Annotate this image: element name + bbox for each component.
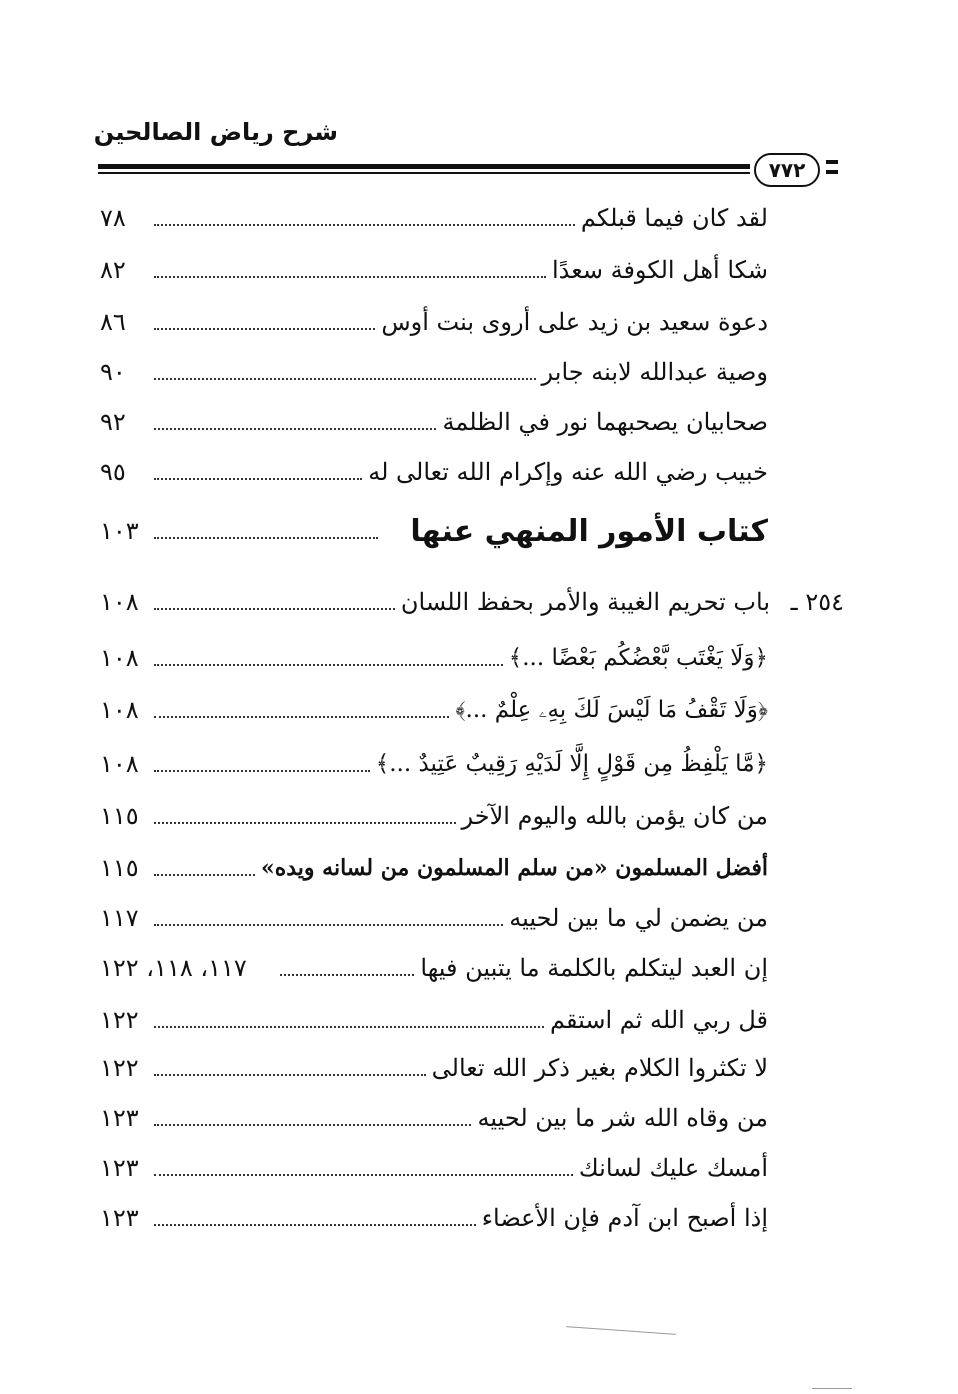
toc-entry-title: أفضل المسلمون «من سلم المسلمون من لسانه ويده» bbox=[260, 855, 768, 881]
toc-entry-title: لا تكثروا الكلام بغير ذكر الله تعالى bbox=[431, 1054, 768, 1082]
dot-leader bbox=[154, 608, 395, 610]
toc-entry-page: ١٢٣ bbox=[100, 1204, 139, 1232]
dot-leader bbox=[154, 378, 536, 380]
dot-leader bbox=[154, 924, 503, 926]
toc-entry bbox=[100, 742, 768, 786]
dot-leader bbox=[154, 1224, 476, 1226]
dot-leader bbox=[154, 537, 378, 539]
scan-artifact-line bbox=[812, 1388, 852, 1389]
toc-entry-page: ١٢٢ bbox=[100, 1054, 139, 1082]
header-rule-thin bbox=[98, 172, 750, 174]
toc-entry-page: ١٢٣ bbox=[100, 1154, 139, 1182]
dot-leader bbox=[154, 822, 456, 824]
dot-leader bbox=[154, 276, 546, 278]
toc-entry-title: وصية عبدالله لابنه جابر bbox=[541, 358, 768, 386]
toc-entry bbox=[100, 248, 768, 292]
toc-entry bbox=[100, 794, 768, 838]
running-head-title: شرح رياض الصالحين bbox=[93, 118, 338, 146]
toc-entry bbox=[100, 896, 768, 940]
toc-entry-title: إذا أصبح ابن آدم فإن الأعضاء bbox=[481, 1204, 768, 1232]
header-rule-thick bbox=[98, 164, 750, 169]
toc-entry-page: ١٠٨ bbox=[100, 750, 139, 778]
toc-entry bbox=[100, 1046, 768, 1090]
toc-entry bbox=[100, 450, 768, 494]
toc-entry-title: صحابيان يصحبهما نور في الظلمة bbox=[442, 408, 768, 436]
toc-entry-title: من يضمن لي ما بين لحييه bbox=[509, 904, 768, 932]
toc-entry-page: ١١٧، ١١٨، ١٢٢ bbox=[100, 954, 247, 982]
toc-entry-page: ١٠٨ bbox=[100, 644, 139, 672]
section-heading-title: كتاب الأمور المنهي عنها bbox=[410, 513, 768, 549]
toc-entry-title: قل ربي الله ثم استقم bbox=[549, 1006, 768, 1034]
toc-entry-page: ١٢٣ bbox=[100, 1104, 139, 1132]
dot-leader bbox=[154, 716, 449, 718]
toc-entry bbox=[100, 636, 768, 680]
toc-entry-page: ٨٦ bbox=[100, 308, 126, 336]
toc-entry-page: ٨٢ bbox=[100, 256, 126, 284]
scan-artifact-line bbox=[566, 1326, 676, 1335]
toc-entry-page: ١٠٣ bbox=[100, 517, 139, 545]
dot-leader bbox=[154, 874, 255, 876]
toc-entry-title: لقد كان فيما قبلكم bbox=[580, 204, 768, 232]
toc-entry-page: ١٢٢ bbox=[100, 1006, 139, 1034]
toc-entry-title: من كان يؤمن بالله واليوم الآخر bbox=[461, 802, 768, 830]
toc-entry bbox=[100, 1096, 768, 1140]
toc-entry-title: خبيب رضي الله عنه وإكرام الله تعالى له bbox=[368, 458, 768, 486]
toc-entry-page: ٩٠ bbox=[100, 358, 126, 386]
dot-leader bbox=[154, 664, 503, 666]
toc-entry bbox=[100, 946, 768, 990]
dot-leader bbox=[154, 224, 575, 226]
toc-entry-title: من وقاه الله شر ما بين لحييه bbox=[477, 1104, 768, 1132]
dot-leader bbox=[154, 428, 436, 430]
dot-leader bbox=[154, 770, 370, 772]
chapter-number: ٢٥٤ ـ bbox=[790, 588, 844, 616]
toc-entry bbox=[100, 400, 768, 444]
toc-entry bbox=[100, 846, 768, 890]
dot-leader bbox=[154, 478, 362, 480]
toc-entry-title: ﴿وَلَا يَغْتَب بَّعْضُكُم بَعْضًا ...﴾ bbox=[508, 645, 768, 671]
dot-leader bbox=[280, 974, 414, 976]
toc-entry bbox=[100, 350, 768, 394]
header-ornament-mark bbox=[826, 160, 838, 164]
toc-entry-page: ١١٧ bbox=[100, 904, 139, 932]
toc-entry-page: ١١٥ bbox=[100, 854, 139, 882]
page-number-badge: ٧٧٢ bbox=[754, 153, 820, 187]
toc-entry-page: ١٠٨ bbox=[100, 588, 139, 616]
dot-leader bbox=[154, 1026, 544, 1028]
toc-entry bbox=[100, 196, 768, 240]
toc-entry bbox=[100, 998, 768, 1042]
toc-section-heading bbox=[100, 506, 768, 556]
toc-entry-page: ٩٥ bbox=[100, 458, 126, 486]
toc-entry bbox=[100, 1196, 768, 1240]
toc-entry-page: ١١٥ bbox=[100, 802, 139, 830]
dot-leader bbox=[154, 328, 375, 330]
toc-entry-title: ﴿مَّا يَلْفِظُ مِن قَوْلٍ إِلَّا لَدَيْهِ رَقِيبٌ عَتِيدٌ ...﴾ bbox=[375, 751, 768, 777]
toc-entry-title: ﴿وَلَا تَقْفُ مَا لَيْسَ لَكَ بِهِۦ عِلْمٌ ...﴾ bbox=[455, 697, 768, 723]
toc-entry-page: ٧٨ bbox=[100, 204, 126, 232]
toc-entry-title: باب تحريم الغيبة والأمر بحفظ اللسان bbox=[400, 588, 770, 616]
toc-entry-title: دعوة سعيد بن زيد على أروى بنت أوس bbox=[381, 308, 768, 336]
toc-entry-title: شكا أهل الكوفة سعدًا bbox=[552, 256, 768, 284]
toc-entry-page: ٩٢ bbox=[100, 408, 126, 436]
toc-entry bbox=[100, 1146, 768, 1190]
toc-entry-page: ١٠٨ bbox=[100, 696, 139, 724]
toc-entry-title: إن العبد ليتكلم بالكلمة ما يتبين فيها bbox=[420, 954, 768, 982]
toc-entry bbox=[100, 300, 768, 344]
dot-leader bbox=[154, 1074, 426, 1076]
dot-leader bbox=[154, 1174, 573, 1176]
toc-chapter-entry bbox=[100, 580, 770, 624]
toc-entry-title: أمسك عليك لسانك bbox=[578, 1154, 768, 1182]
header-ornament-mark bbox=[826, 170, 838, 174]
dot-leader bbox=[154, 1124, 471, 1126]
toc-entry bbox=[100, 688, 768, 732]
